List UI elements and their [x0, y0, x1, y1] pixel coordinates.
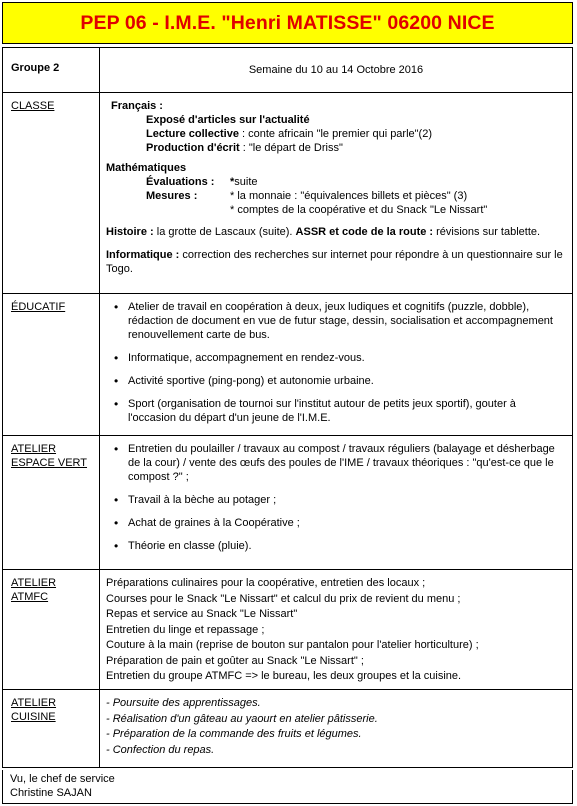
- footer-line-2: Christine SAJAN: [10, 787, 92, 799]
- list-item: • Atelier de travail en coopération à deux, jeux ludiques et cognitifs (puzzle, dobble), rédaction de document en vue de futur stage, dessin, socialisation et accompagnement renouvellement carte de bus.: [128, 300, 566, 342]
- francais-title: Français :: [111, 100, 163, 112]
- list-item: - Réalisation d'un gâteau au yaourt en atelier pâtisserie.: [106, 712, 378, 725]
- classe-label: CLASSE: [11, 100, 55, 112]
- list-item: - Poursuite des apprentissages.: [106, 697, 261, 709]
- atmfc-label-cell: [3, 570, 100, 690]
- group-label: Groupe 2: [3, 48, 100, 93]
- atmfc-label-2: ATMFC: [11, 591, 49, 603]
- cuisine-row: [3, 690, 573, 768]
- list-item: • Entretien du poulailler / travaux au compost / travaux réguliers (balayage et désherbage de la cour) / vente des œufs des poules de l'IME / travaux théoriques : "qu'est-ce que le compost ?" ;: [128, 442, 566, 484]
- week-title: Semaine du 10 au 14 Octobre 2016: [100, 48, 573, 93]
- educatif-label-cell: [3, 294, 100, 436]
- informatique-line: Informatique : correction des recherches sur internet pour répondre à un questionnaire sur le Togo.: [106, 249, 563, 275]
- atmfc-content: [100, 570, 573, 690]
- list-item: • Sport (organisation de tournoi sur l'institut autour de petits jeux sportif), gouter à l'occasion du départ d'un jeune de l'I.M.E.: [128, 397, 566, 425]
- footer-line-1: Vu, le chef de service: [10, 773, 115, 785]
- atmfc-row: [3, 570, 573, 690]
- educatif-content: [100, 294, 573, 436]
- list-item: - Confection du repas.: [106, 743, 215, 756]
- educatif-label: ÉDUCATIF: [11, 301, 66, 313]
- list-item: • Travail à la bèche au potager ;: [128, 493, 566, 507]
- educatif-list: [108, 300, 566, 425]
- list-item: Courses pour le Snack "Le Nissart" et calcul du prix de revient du menu ;: [106, 592, 461, 605]
- list-item: Préparation de pain et goûter au Snack "Le Nissart" ;: [106, 654, 364, 667]
- list-item: Couture à la main (reprise de bouton sur pantalon pour l'atelier horticulture) ;: [106, 639, 479, 651]
- list-item: • Théorie en classe (pluie).: [128, 539, 566, 553]
- cuisine-content: [100, 690, 573, 768]
- espace-vert-row: [3, 436, 573, 570]
- espace-vert-list: [108, 442, 566, 553]
- classe-content: [100, 93, 573, 294]
- francais-item: Exposé d'articles sur l'actualité: [146, 114, 310, 126]
- list-item: Entretien du groupe ATMFC => le bureau, les deux groupes et la cuisine.: [106, 670, 462, 682]
- evaluations-line: Évaluations : * suite: [146, 176, 258, 188]
- classe-row: [3, 93, 573, 294]
- histoire-line: Histoire : la grotte de Lascaux (suite). ASSR et code de la route : révisions sur tablette.: [106, 226, 541, 238]
- cuisine-label-cell: [3, 690, 100, 768]
- francais-item: Lecture collective : conte africain "le premier qui parle"(2): [146, 128, 432, 140]
- list-item: - Préparation de la commande des fruits et légumes.: [106, 728, 362, 740]
- cuisine-label-2: CUISINE: [11, 711, 56, 723]
- title-banner: [2, 2, 573, 44]
- espace-vert-content: [100, 436, 573, 570]
- page-title: PEP 06 - I.M.E. "Henri MATISSE" 06200 NICE: [80, 11, 495, 34]
- espace-vert-label-1: ATELIER: [11, 443, 57, 455]
- cuisine-label-1: ATELIER: [11, 697, 57, 709]
- list-item: • Informatique, accompagnement en rendez-vous.: [128, 351, 566, 365]
- francais-item: Production d'écrit : "le départ de Driss": [146, 142, 343, 154]
- list-item: Repas et service au Snack "Le Nissart": [106, 608, 298, 620]
- signature-footer: [2, 770, 573, 804]
- espace-vert-label-2: ESPACE VERT: [11, 457, 88, 469]
- list-item: • Activité sportive (ping-pong) et autonomie urbaine.: [128, 374, 566, 388]
- header-row: [3, 48, 573, 93]
- classe-label-cell: [3, 93, 100, 294]
- list-item: Préparations culinaires pour la coopérative, entretien des locaux ;: [106, 577, 426, 589]
- educatif-row: [3, 294, 573, 436]
- schedule-table: [2, 47, 573, 768]
- list-item: Entretien du linge et repassage ;: [106, 623, 265, 636]
- atmfc-label-1: ATELIER: [11, 577, 57, 589]
- maths-title: Mathématiques: [106, 162, 187, 174]
- mesures-line: Mesures : * la monnaie : "équivalences billets et pièces" (3) * comptes de la coopérative et du Snack "Le Nissart": [146, 190, 488, 216]
- list-item: • Achat de graines à la Coopérative ;: [128, 516, 566, 530]
- espace-vert-label-cell: [3, 436, 100, 570]
